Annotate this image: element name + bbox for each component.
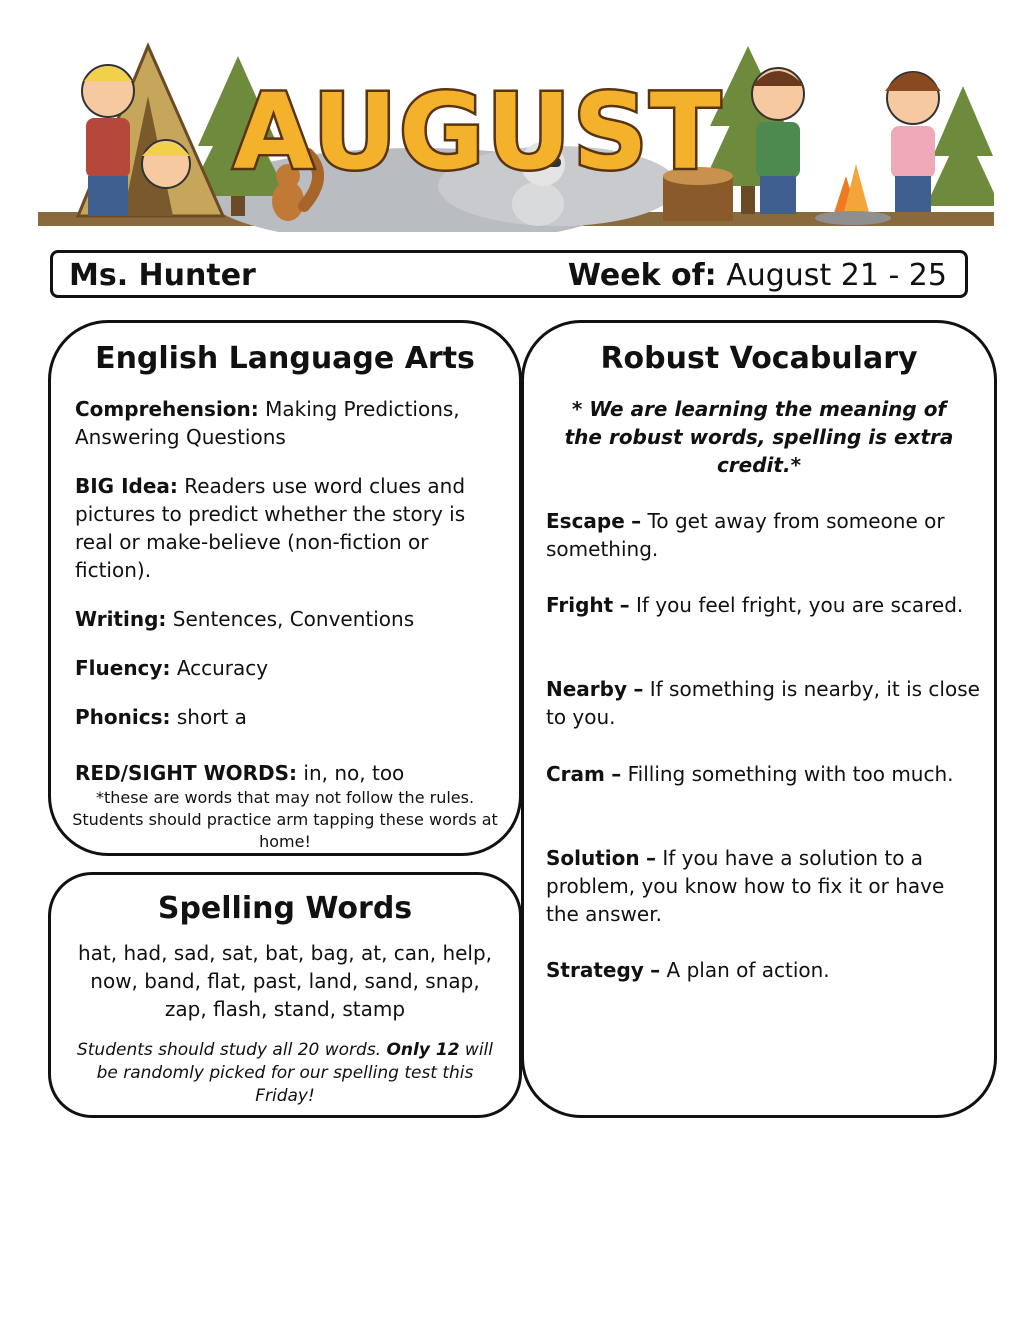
august-banner	[38, 36, 994, 232]
vocab-definition: If something is nearby, it is close to you.	[546, 677, 980, 729]
vocab-definition: A plan of action.	[666, 958, 830, 982]
ela-item-text: short a	[176, 705, 247, 729]
vocab-panel	[521, 320, 997, 1118]
vocab-definition: If you feel fright, you are scared.	[635, 593, 964, 617]
vocab-item	[546, 675, 980, 731]
vocab-dash: –	[633, 677, 644, 701]
vocab-item	[546, 507, 980, 563]
vocab-item	[546, 956, 980, 984]
ela-item-big-idea	[75, 472, 503, 584]
header-bar	[50, 250, 968, 298]
vocab-dash: –	[611, 762, 622, 786]
ela-item-writing	[75, 605, 503, 633]
vocab-term: Solution	[546, 846, 640, 870]
vocab-dash: –	[650, 958, 661, 982]
ela-item-comprehension	[75, 395, 503, 451]
spelling-title: Spelling Words	[157, 891, 413, 926]
ela-item-phonics	[75, 703, 503, 731]
banner-title: AUGUST	[233, 71, 723, 193]
ela-item-text: Sentences, Conventions	[172, 607, 415, 631]
ela-item-label: RED/SIGHT WORDS:	[75, 761, 298, 785]
vocab-dash: –	[646, 846, 656, 870]
vocab-term: Escape	[546, 509, 625, 533]
ela-item-label: Comprehension:	[75, 397, 259, 421]
child-figure-icon	[142, 140, 190, 188]
child-figure-icon	[885, 72, 941, 212]
vocab-intro: * We are learning the meaning of the robust words, spelling is extra credit.*	[564, 397, 954, 477]
ela-item-text: Readers use word clues and pictures to predict whether the story is real or make-believe (non-fiction or fiction).	[75, 474, 466, 582]
vocab-term: Cram	[546, 762, 605, 786]
vocab-item	[546, 844, 980, 928]
ela-title: English Language Arts	[95, 341, 475, 376]
ela-item-text: Making Predictions, Answering Questions	[75, 397, 460, 449]
vocab-item	[546, 760, 980, 788]
vocab-dash: –	[619, 593, 630, 617]
ela-item-sight-words	[75, 759, 503, 787]
vocab-definition: If you have a solution to a problem, you know how to fix it or have the answer.	[546, 846, 945, 926]
campfire-icon	[815, 164, 891, 225]
ela-item-label: Phonics:	[75, 705, 171, 729]
ela-item-label: Fluency:	[75, 656, 171, 680]
vocab-term: Nearby	[546, 677, 628, 701]
spelling-word-list: hat, had, sad, sat, bat, bag, at, can, help, now, band, flat, past, land, sand, snap, zap, flash, stand, stamp	[77, 941, 493, 1021]
child-figure-icon	[752, 68, 804, 214]
vocab-item	[546, 591, 980, 619]
ela-item-label: BIG Idea:	[75, 474, 178, 498]
week-label: Week of:	[567, 258, 717, 293]
vocab-definition: To get away from someone or something.	[546, 509, 945, 561]
spelling-panel	[48, 872, 522, 1118]
week-dates: August 21 - 25	[726, 258, 947, 293]
sight-words-note: *these are words that may not follow the rules. Students should practice arm tapping these words at home!	[72, 788, 498, 851]
spelling-note-text: Students should study all 20 words.	[76, 1040, 387, 1060]
child-figure-icon	[82, 65, 134, 216]
ela-item-label: Writing:	[75, 607, 167, 631]
ela-item-text: in, no, too	[303, 761, 405, 785]
spelling-note-emphasis: Only 12	[386, 1040, 460, 1060]
week-of	[568, 258, 947, 293]
vocab-definition: Filling something with too much.	[627, 762, 954, 786]
spelling-note-text: will be randomly picked for our spelling test this Friday!	[96, 1040, 494, 1106]
ela-item-text: Accuracy	[176, 656, 269, 680]
ela-panel	[48, 320, 522, 856]
vocab-title: Robust Vocabulary	[600, 341, 918, 376]
teacher-name: Ms. Hunter	[69, 258, 256, 293]
ela-item-fluency	[75, 654, 503, 682]
spelling-note	[71, 1039, 499, 1108]
vocab-term: Fright	[546, 593, 614, 617]
vocab-dash: –	[631, 509, 642, 533]
vocab-term: Strategy	[546, 958, 644, 982]
